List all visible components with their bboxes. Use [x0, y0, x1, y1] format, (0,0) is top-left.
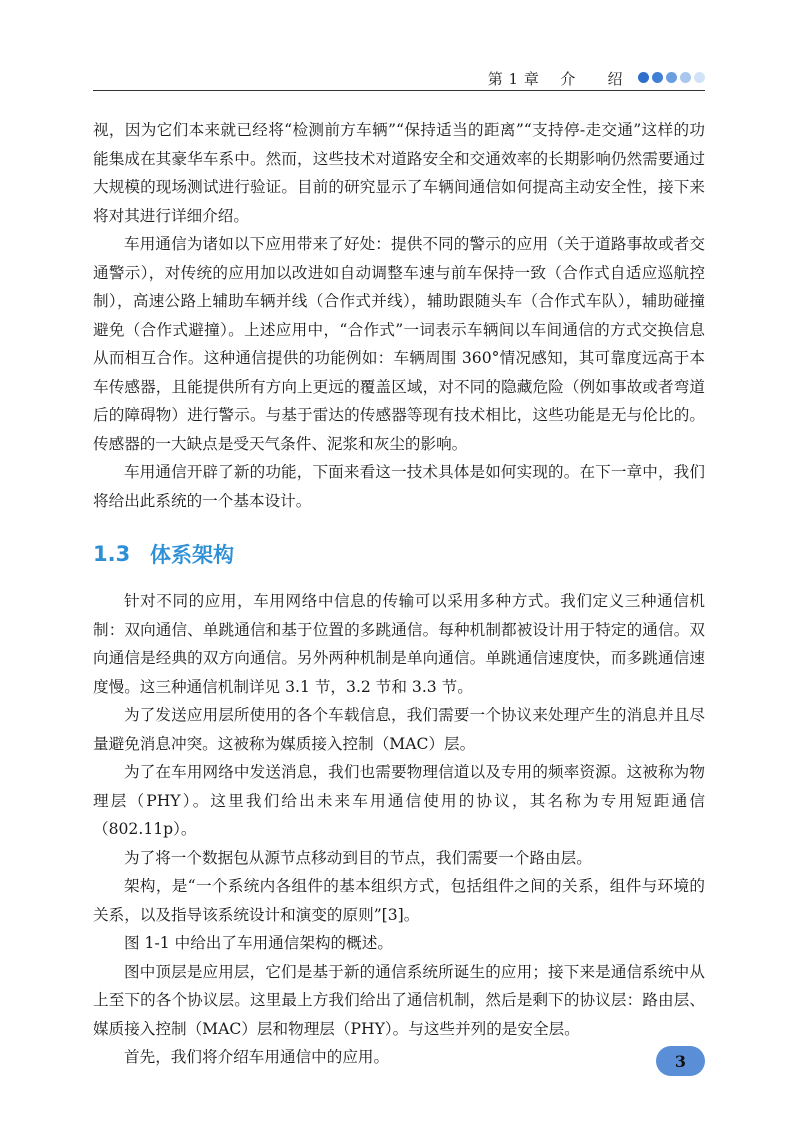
dot-icon	[694, 72, 705, 83]
dot-icon	[652, 72, 663, 83]
section-number: 1.3	[93, 542, 131, 566]
paragraph: 为了将一个数据包从源节点移动到目的节点，我们需要一个路由层。	[124, 848, 592, 867]
page-number: 3	[674, 1051, 687, 1071]
paragraph: 为了在车用网络中发送消息，我们也需要物理信道以及专用的频率资源。这被称为物理层（PHY）。这里我们给出未来车用通信使用的协议，其名称为专用短距通信（802.11p）。	[93, 763, 705, 838]
paragraph: 图中顶层是应用层，它们是基于新的通信系统所诞生的应用；接下来是通信系统中从上至下的各个协议层。这里最上方我们给出了通信机制，然后是剩下的协议层：路由层、媒质接入控制（MAC）层和物理层（PHY）。与这些并列的是安全层。	[93, 962, 705, 1038]
running-header	[93, 68, 705, 90]
dot-icon	[638, 72, 649, 83]
paragraph: 车用通信开辟了新的功能，下面来看这一技术具体是如何实现的。在下一章中，我们将给出此系统的一个基本设计。	[93, 463, 705, 510]
chapter-label: 第 1 章 介 绍	[487, 70, 623, 88]
dot-icon	[666, 72, 677, 83]
paragraph: 图 1-1 中给出了车用通信架构的概述。	[124, 934, 393, 952]
paragraph: 针对不同的应用，车用网络中信息的传输可以采用多种方式。我们定义三种通信机制：双向通信、单跳通信和基于位置的多跳通信。每种机制都被设计用于特定的通信。双向通信是经典的双方向通信。另外两种机制是单向通信。单跳通信速度快，而多跳通信速度慢。这三种通信机制详见 3.1 节，3.2 节和 3.3 节。	[93, 592, 705, 696]
page-body	[93, 116, 705, 1072]
paragraph: 视，因为它们本来就已经将“检测前方车辆”“保持适当的距离”“支持停-走交通”这样的功能集成在其豪华车系中。然而，这些技术对道路安全和交通效率的长期影响仍然需要通过大规模的现场测试进行验证。目前的研究显示了车辆间通信如何提高主动安全性，接下来将对其进行详细介绍。	[93, 121, 705, 225]
section-heading	[93, 537, 705, 571]
section-title: 体系架构	[150, 543, 234, 567]
paragraph: 车用通信为诸如以下应用带来了好处：提供不同的警示的应用（关于道路事故或者交通警示），对传统的应用加以改进如自动调整车速与前车保持一致（合作式自适应巡航控制），高速公路上辅助车辆并线（合作式并线），辅助跟随头车（合作式车队），辅助碰撞避免（合作式避撞）。上述应用中，“合作式”一词表示车辆间以车间通信的方式交换信息从而相互合作。这种通信提供的功能例如：车辆周围 360°情况感知，其可靠度远高于本车传感器，且能提供所有方向上更远的覆盖区域，对不同的隐藏危险（例如事故或者弯道后的障碍物）进行警示。与基于雷达的传感器等现有技术相比，这些功能是无与伦比的。传感器的一大缺点是受天气条件、泥浆和灰尘的影响。	[93, 235, 705, 453]
paragraph: 为了发送应用层所使用的各个车载信息，我们需要一个协议来处理产生的消息并且尽量避免消息冲突。这被称为媒质接入控制（MAC）层。	[93, 706, 705, 753]
paragraph: 架构，是“一个系统内各组件的基本组织方式，包括组件之间的关系，组件与环境的关系，以及指导该系统设计和演变的原则”[3]。	[93, 877, 705, 924]
dot-icon	[680, 72, 691, 83]
decorative-dots	[635, 72, 705, 84]
page-number-badge	[656, 1046, 705, 1076]
paragraph: 首先，我们将介绍车用通信中的应用。	[124, 1048, 390, 1066]
header-rule	[93, 90, 705, 91]
